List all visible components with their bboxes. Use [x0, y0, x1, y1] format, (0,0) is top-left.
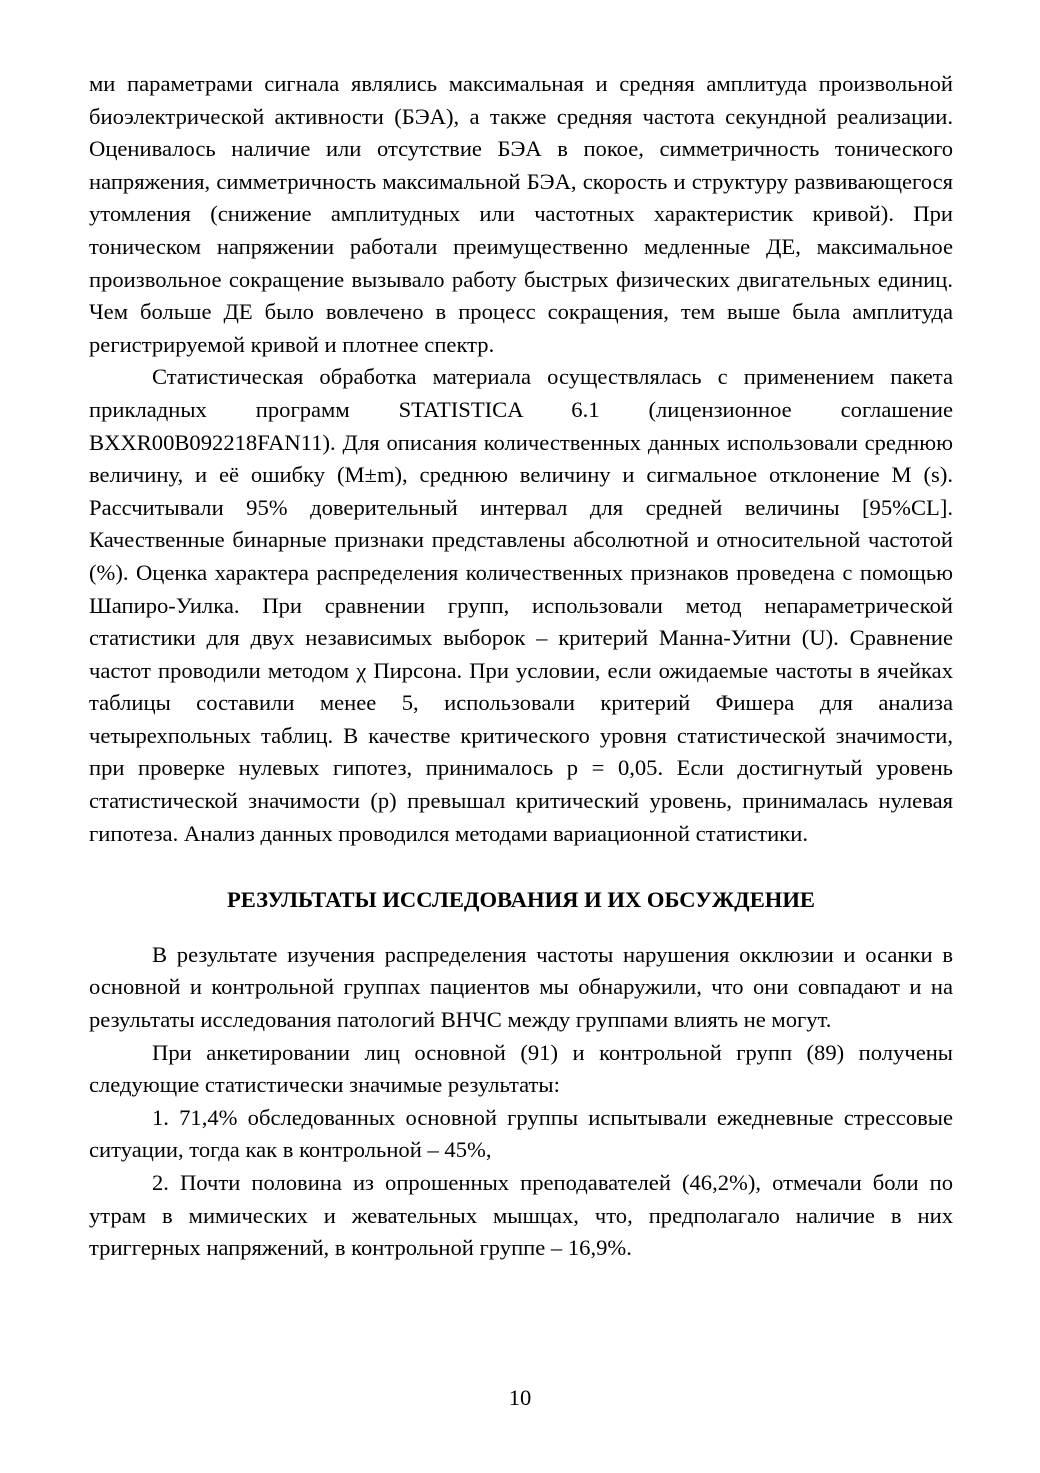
paragraph-results-survey: При анкетировании лиц основной (91) и контрольной групп (89) получены следующие статистически значимые результаты: [89, 1039, 953, 1098]
section-heading: РЕЗУЛЬТАТЫ ИССЛЕДОВАНИЯ И ИХ ОБСУЖДЕНИЕ [227, 887, 815, 913]
paragraph-methods-statistics: Статистическая обработка материала осуществлялась с применением пакета прикладных программ STATISTICA 6.1 (лицензионное соглашение BXXR00B092218FAN11). Для описания количественных данных использовали среднюю величину, и её ошибку (M±m), среднюю величину и сигмальное отклонение M (s). Рассчитывали 95% доверительный интервал для средней величины [95%CL]. Качественные бинарные признаки представлены абсолютной и относительной частотой (%). Оценка характера распределения количественных признаков проведена с помощью Шапиро-Уилка. При сравнении групп, использовали метод непараметрической статистики для двух независимых выборок – критерий Манна-Уитни (U). Сравнение частот проводили методом χ Пирсона. При условии, если ожидаемые частоты в ячейках таблицы составили менее 5, использовали критерий Фишера для анализа четырехпольных таблиц. В качестве критического уровня статистической значимости, при проверке нулевых гипотез, принималось p = 0,05. Если достигнутый уровень статистической значимости (p) превышал критический уровень, принималась нулевая гипотеза. Анализ данных проводился методами вариационной статистики. [89, 364, 953, 846]
paragraph-methods-signal: ми параметрами сигнала являлись максимальная и средняя амплитуда произвольной биоэлектрической активности (БЭА), а также средняя частота секундной реализации. Оценивалось наличие или отсутствие БЭА в покое, симметричность тонического напряжения, симметричность максимальной БЭА, скорость и структуру развивающегося утомления (снижение амплитудных или частотных характеристик кривой). При тоническом напряжении работали преимущественно медленные ДЕ, максимальное произвольное сокращение вызывало работу быстрых физических двигательных единиц. Чем больше ДЕ было вовлечено в процесс сокращения, тем выше была амплитуда регистрируемой кривой и плотнее спектр. [89, 71, 953, 357]
list-item-1: 1. 71,4% обследованных основной группы испытывали ежедневные стрессовые ситуации, тогда как в контрольной – 45%, [89, 1104, 953, 1163]
page-number: 10 [508, 1385, 532, 1410]
list-item-2: 2. Почти половина из опрошенных преподавателей (46,2%), отмечали боли по утрам в мимических и жевательных мышцах, что, предполагало наличие в них триггерных напряжений, в контрольной группе – 16,9%. [89, 1170, 953, 1261]
paragraph-results-occlusion: В результате изучения распределения частоты нарушения окклюзии и осанки в основной и контрольной группах пациентов мы обнаружили, что они совпадают и на результаты исследования патологий ВНЧС между группами влиять не могут. [89, 941, 953, 1033]
document-page [89, 68, 953, 1265]
